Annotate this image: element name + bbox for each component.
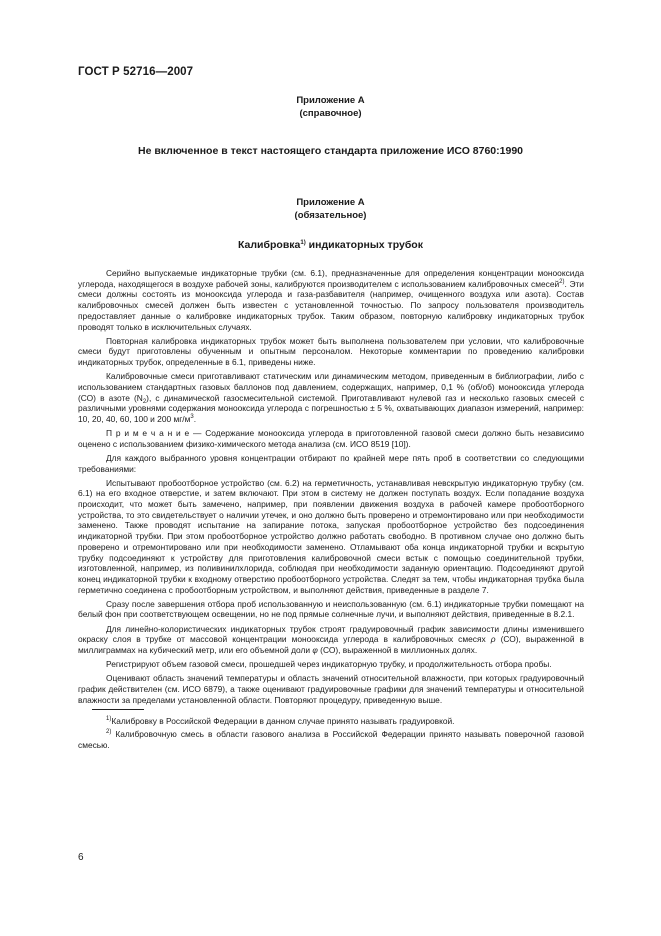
paragraph: Сразу после завершения отбора проб использованную и неиспользованную (см. 6.1) индикаторные трубки помещают на белый фон при соответствующем освещении, но не под прямые солнечные лучи, и выполняют действия, приведенные в 8.2.1. — [78, 598, 584, 620]
paragraph: Регистрируют объем газовой смеси, прошедшей через индикаторную трубку, и продолжительность отбора пробы. — [106, 659, 552, 670]
subscript: 2 — [142, 398, 147, 405]
paragraph: Для каждого выбранного уровня концентрации отбирают по крайней мере пять проб в соответствии со следующими требованиями: — [78, 452, 584, 474]
footnote-mark: 1) — [106, 716, 112, 723]
footnote-ref: 2) — [559, 278, 565, 285]
footnote-text: Калибровку в Российской Федерации в данном случае принято называть градуировкой. — [111, 716, 455, 727]
paragraph: Оценивают область значений температуры и область значений относительной влажности, при которых градуировочный график действителен (см. ИСО 6879), а также оценивают градуировочные графики для значений температуры и относительной влажности за пределами установленной области. Повторяют процедуру, приведенную выше. — [78, 673, 584, 705]
appendix-kind: (обязательное) — [294, 209, 367, 221]
footnote-text: Калибровочную смесь в области газового анализа в Российской Федерации принято называть поверочной газовой смесью. — [78, 728, 584, 750]
appendix-kind: (справочное) — [299, 107, 362, 119]
paragraph — [78, 624, 584, 656]
appendix-informative-block — [0, 95, 661, 120]
note-label: П р и м е ч а н и е — [106, 428, 190, 439]
appendix-mandatory-block — [0, 197, 661, 222]
text: Для линейно-колористических индикаторных трубок строят градуировочный график зависимости длины изменившего окраску слоя в трубке от массовой концентрации монооксида углерода в калибровочных смесях — [78, 623, 584, 645]
text: (СО), выраженной в миллионных долях. — [317, 644, 478, 655]
phi-symbol: φ — [312, 644, 318, 655]
heading-text-rest: индикаторных трубок — [305, 239, 423, 251]
footnote-mark: 2) — [106, 728, 112, 735]
text: Калибровочные смеси приготавливают статическим или динамическим методом, приведенным в библиографии, либо с использованием стандартных газовых баллонов под давлением, содержащих, например, 0,1 % (об/об) монооксида углерода (СО) в азоте (N — [78, 371, 584, 403]
footnote-ref: 1) — [300, 240, 306, 246]
paragraph — [78, 371, 584, 425]
page-number: 6 — [78, 852, 84, 863]
text: (СО), выраженной в миллиграммах на кубический метр, или его объемной доли — [78, 634, 584, 655]
heading-text: Калибровка — [238, 239, 301, 251]
note-paragraph — [78, 428, 584, 449]
calibration-heading — [0, 239, 661, 251]
footnote-1 — [78, 716, 584, 727]
text: . Эти смеси должны состоять из монооксида углерода и газа-разбавителя (например, очищенного воздуха или азота). Состав калибровочных смесей должен быть известен с установленной точностью. По запросу пользователя производитель предоставляет данные о калибровке индикаторных трубок. Таким образом, повторную калибровку индикаторных трубок проводят только в исключительных случаях. — [78, 278, 584, 332]
paragraph: Испытывают пробоотборное устройство (см. 6.2) на герметичность, устанавливая невскрытую индикаторную трубку (см. 6.1) на его входное отверстие, и затем включают. При этом в систему не должен поступать воздух. Если попадание воздуха происходит, что может быть замечено, например, при появлении движения воздуха в рабочей камере пробоотборного устройства, то это свидетельствует о наличии утечек, и оно должно быть проверено и отремонтировано или при необходимости заменено. Также проводят испытание на запирание потока, запуская пробоотборное устройство без подсоединения индикаторной трубки. При этом пробоотборное устройство должно работать свободно. В противном случае оно должно быть проверено и отремонтировано или при необходимости заменено. Отламывают оба конца индикаторной трубки и вскрытую трубку подсоединяют к устройству для приготовления калибровочной смеси встык с помощью соединительной трубки, изготовленной, например, из поливинилхлорида, соблюдая при необходимости заданную ориентацию. Подсоединяют другой конец индикаторной трубки к входному отверстию пробоотборного устройства. Следят за тем, чтобы индикаторная трубка была герметично соединена с пробоотборным устройством, и выполняют действия, приведенные в разделе 7. — [78, 477, 584, 595]
appendix-title: Приложение А — [296, 95, 365, 106]
text: . — [193, 413, 197, 424]
footnote-2 — [78, 729, 584, 750]
document-header: ГОСТ Р 52716—2007 — [78, 66, 194, 78]
rho-symbol: ρ — [490, 634, 496, 645]
paragraph — [78, 268, 584, 332]
appendix-title: Приложение А — [296, 197, 365, 208]
text: ), с динамической газосмесительной системой. Приготавливают нулевой газ и несколько газовых смесей с различными уровнями содержания монооксида углерода с погрешностью ± 5 %, охватывающих диапазон измерений, например: 10, 20, 40, 60, 100 и 200 мг/м — [78, 392, 585, 424]
paragraph: Повторная калибровка индикаторных трубок может быть выполнена пользователем при условии, что калибровочные смеси будут приготовлены обученным и опытным персоналом. Некоторые комментарии по проведению калибровки индикаторных трубок, определенные в 6.1, приведены ниже. — [78, 335, 584, 368]
note-text: — Содержание монооксида углерода в приготовленной газовой смеси должно быть независимо оценено с использованием физико-химического метода анализа (см. ИСО 8519 [10]). — [78, 428, 584, 449]
footnote-divider — [92, 709, 144, 710]
body-text — [78, 268, 584, 752]
text: Серийно выпускаемые индикаторные трубки (см. 6.1), предназначенные для определения концентрации монооксида углерода, находящегося в воздухе рабочей зоны, калибруются производителем с использованием калибровочных смесей — [78, 268, 584, 289]
appendix-not-included-heading: Не включенное в текст настоящего стандарта приложение ИСО 8760:1990 — [138, 145, 523, 157]
superscript: 3 — [190, 413, 194, 420]
